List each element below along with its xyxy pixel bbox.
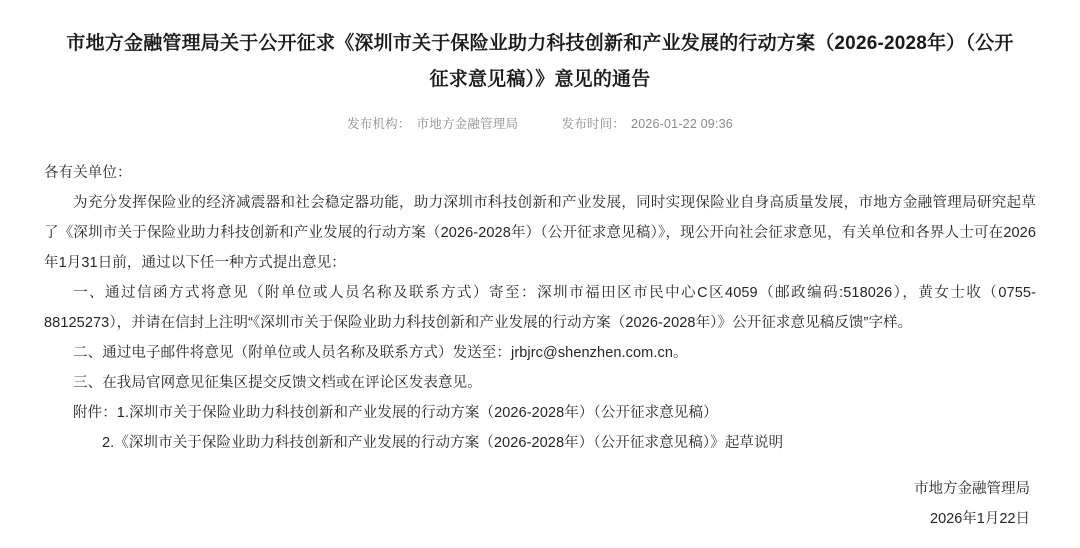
publish-time-label: 发布时间： [561,117,626,131]
attachment-two-paragraph: 2.《深圳市关于保险业助力科技创新和产业发展的行动方案（2026-2028年）（公开征求意见稿）》起草说明 [102,435,784,451]
method-three-paragraph: 三、在我局官网意见征集区提交反馈文档或在评论区发表意见。 [73,375,482,391]
page-title: 市地方金融管理局关于公开征求《深圳市关于保险业助力科技创新和产业发展的行动方案（2026-2028年）（公开征求意见稿）》意见的通告 [66,33,1014,90]
document-body [44,158,1036,458]
publisher-meta [347,114,518,132]
salutation-paragraph: 各有关单位： [44,165,132,181]
publish-time-meta [562,114,733,132]
signature-organization: 市地方金融管理局 [914,481,1030,497]
publisher-label: 发布机构： [347,117,411,131]
method-one-paragraph: 一、通过信函方式将意见（附单位或人员名称及联系方式）寄至：深圳市福田区市民中心C区4059（邮政编码:518026），黄女士收（0755-88125273），并请在信封上注明“《深圳市关于保险业助力科技创新和产业发展的行动方案（2026-2028年）》公开征求意见稿反馈”字样。 [44,285,1036,331]
document-meta [44,114,1036,132]
signature-block [44,474,1036,534]
method-two-paragraph: 二、通过电子邮件将意见（附单位或人员名称及联系方式）发送至：jrbjrc@shenzhen.com.cn。 [73,345,688,361]
attachment-one-paragraph: 附件：1.深圳市关于保险业助力科技创新和产业发展的行动方案（2026-2028年）（公开征求意见稿） [73,405,718,421]
intro-paragraph: 为充分发挥保险业的经济减震器和社会稳定器功能，助力深圳市科技创新和产业发展，同时实现保险业自身高质量发展，市地方金融管理局研究起草了《深圳市关于保险业助力科技创新和产业发展的行动方案（2026-2028年）（公开征求意见稿）》，现公开向社会征求意见，有关单位和各界人士可在2026年1月31日前，通过以下任一种方式提出意见： [44,195,1036,271]
publish-time-value: 2026-01-22 09:36 [631,117,733,131]
publisher-value: 市地方金融管理局 [416,117,519,131]
signature-date: 2026年1月22日 [930,511,1030,527]
